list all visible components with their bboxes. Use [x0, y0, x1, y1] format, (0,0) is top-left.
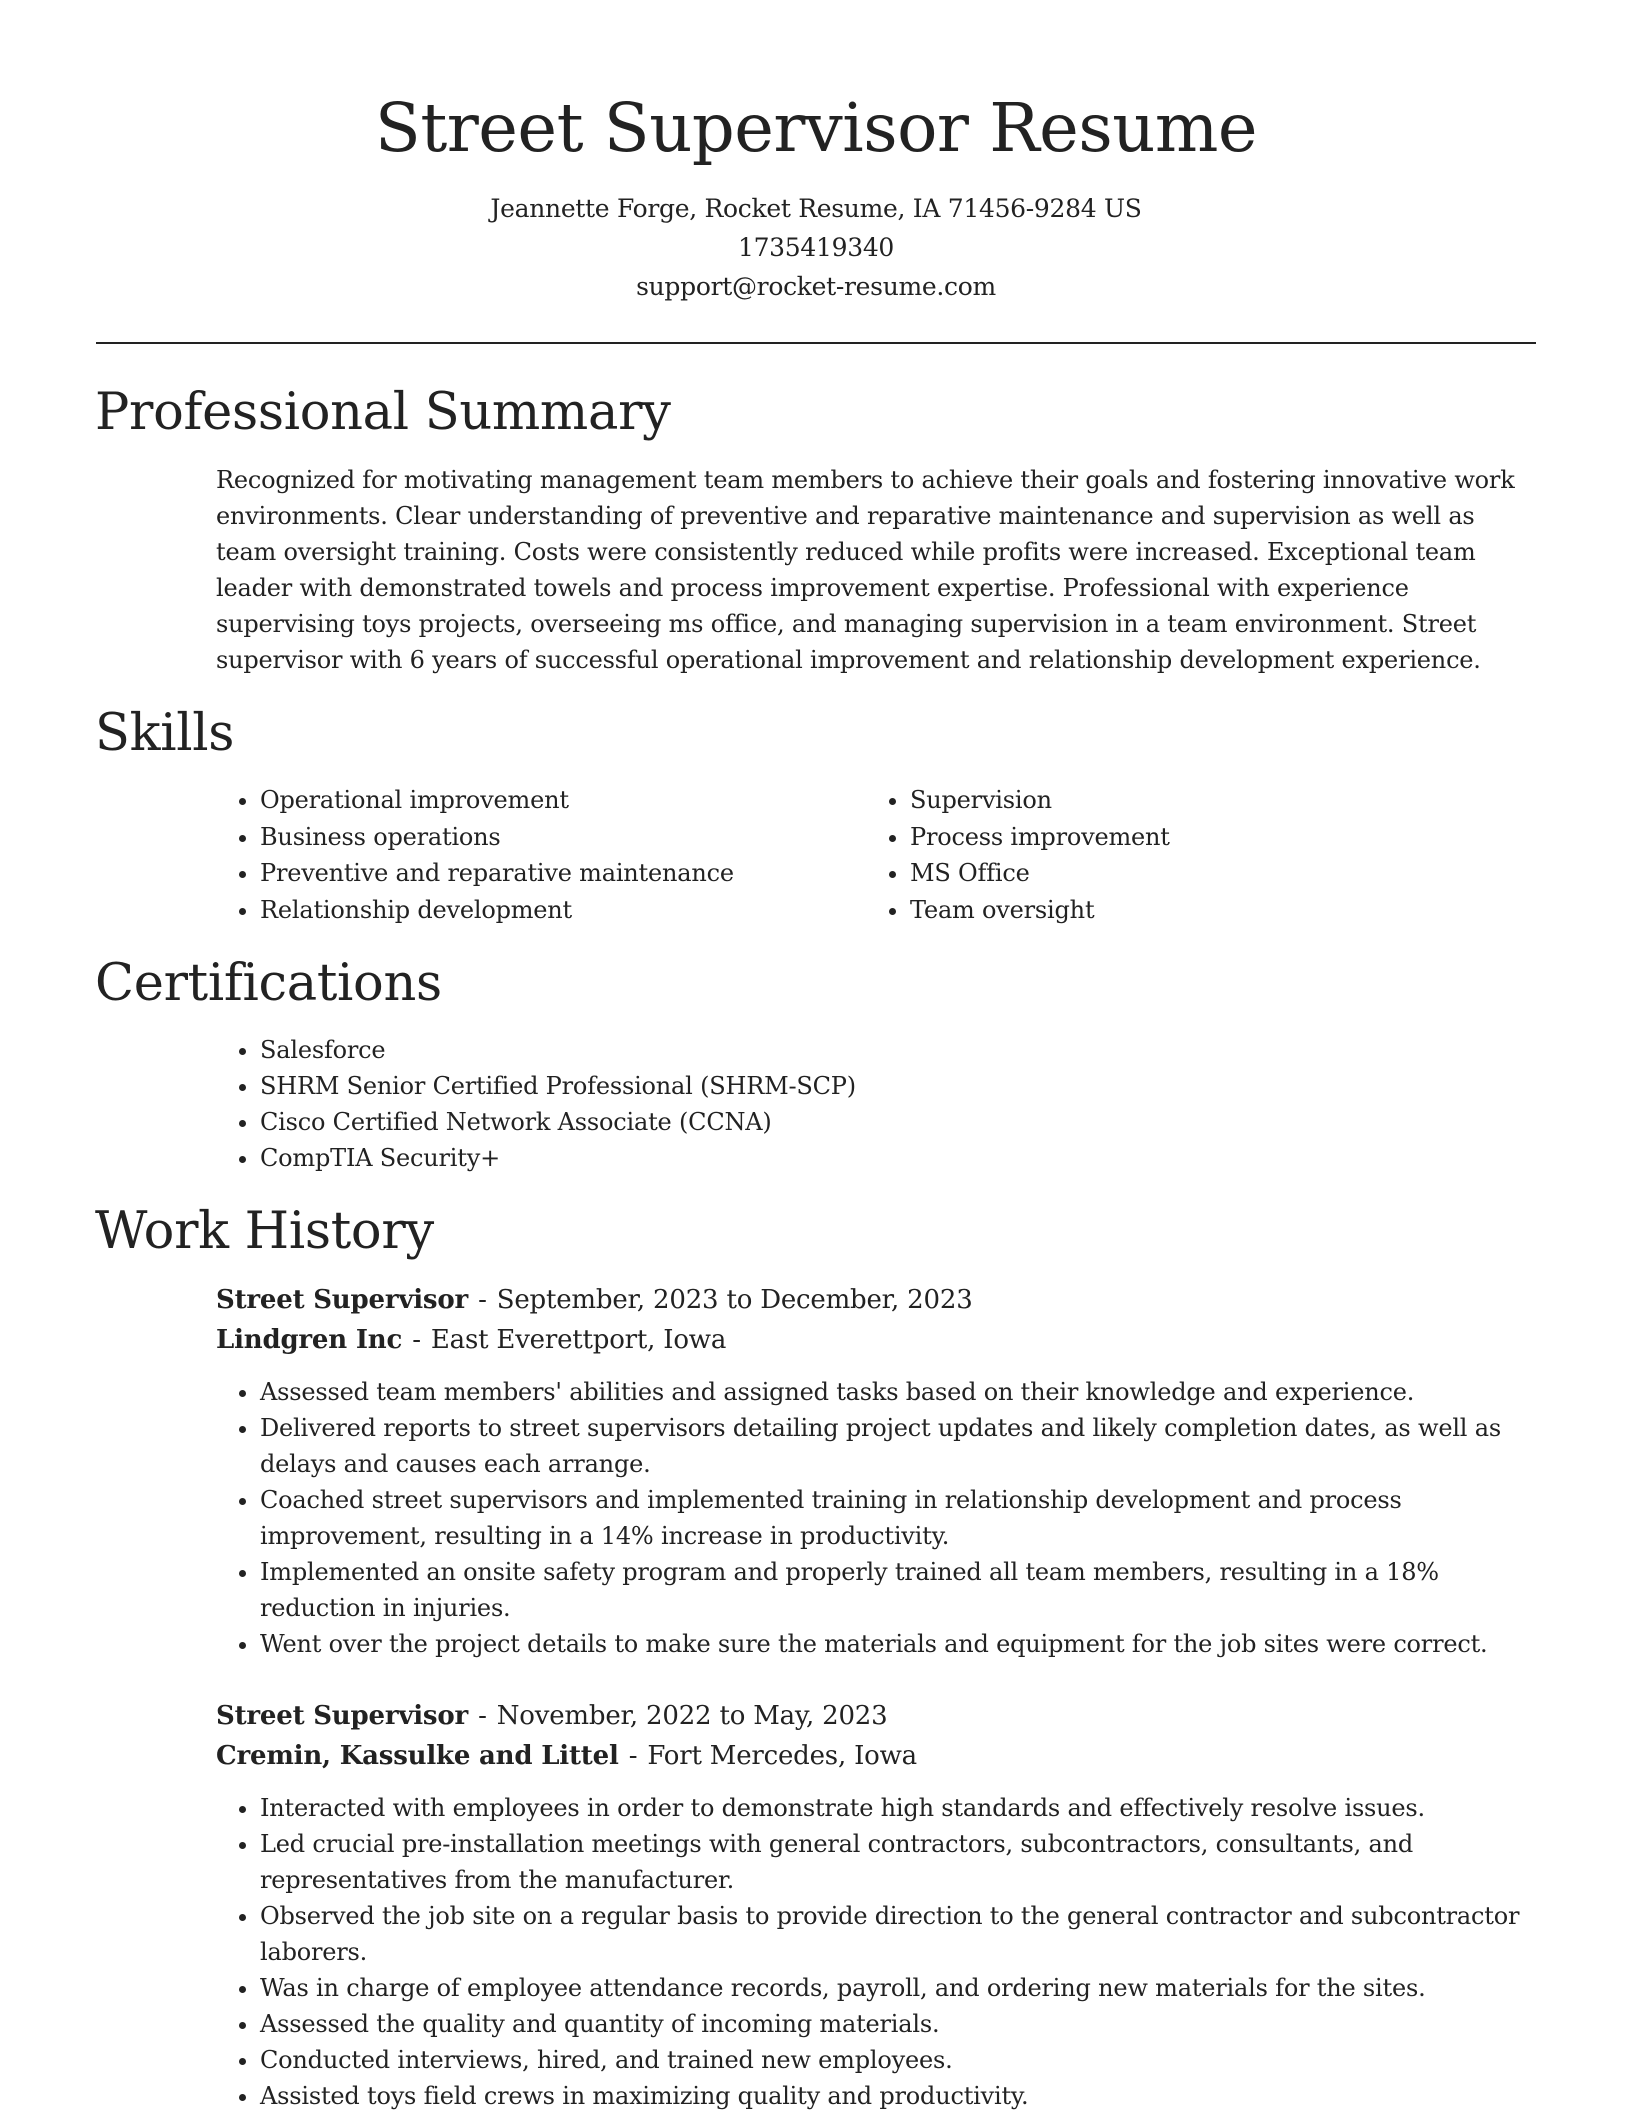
- job-duty-item: • Coached street supervisors and implemented training in relationship development and process improvement, resulting in a 14% increase in productivity.: [260, 1482, 1560, 1554]
- skills-list-right: [866, 782, 1510, 928]
- job-location: East Everettport, Iowa: [430, 1325, 727, 1355]
- job-duty-item: • Delivered reports to street supervisors detailing project updates and likely completion dates, as well as delays and causes each arrange.: [260, 1410, 1560, 1482]
- job-duty-item: • Assessed team members' abilities and assigned tasks based on their knowledge and experience.: [260, 1374, 1560, 1410]
- job-dates: September, 2023 to December, 2023: [496, 1285, 973, 1315]
- job-company-line: [216, 1320, 726, 1360]
- job-duty-item: • Assisted toys field crews in maximizing quality and productivity.: [260, 2078, 1560, 2114]
- skill-item: • Supervision: [910, 782, 1510, 819]
- summary-text: Recognized for motivating management team members to achieve their goals and fostering innovative work environments. Clear understanding of preventive and reparative maintenance and supervision as well as team oversight training. Costs were consistently reduced while profits were increased. Exceptional team leader with demonstrated towels and process improvement expertise. Professional with experience supervising toys projects, overseeing ms office, and managing supervision in a team environment. Street supervisor with 6 years of successful operational improvement and relationship development experience.: [216, 466, 1515, 674]
- separator: -: [478, 1285, 487, 1315]
- job-duty-item: • Implemented an onsite safety program and properly trained all team members, resulting in a 18% reduction in injuries.: [260, 1554, 1560, 1626]
- separator: -: [628, 1741, 638, 1771]
- separator: -: [412, 1325, 421, 1355]
- job-duty-item: • Assessed the quality and quantity of incoming materials.: [260, 2006, 1560, 2042]
- job-title-line: [216, 1696, 887, 1736]
- work-history-heading: Work History: [95, 1202, 434, 1261]
- job-company-line: [216, 1736, 917, 1776]
- skill-item: • MS Office: [910, 855, 1510, 892]
- skill-item: • Business operations: [260, 819, 860, 856]
- job-title: Street Supervisor: [216, 1285, 468, 1315]
- contact-phone: 1735419340: [737, 233, 895, 262]
- job-company: Lindgren Inc: [216, 1325, 403, 1355]
- job-duty-item: • Was in charge of employee attendance records, payroll, and ordering new materials for the sites.: [260, 1970, 1560, 2006]
- certifications-heading: Certifications: [95, 954, 442, 1013]
- contact-address: Jeannette Forge, Rocket Resume, IA 71456-9284 US: [490, 194, 1142, 223]
- skill-item: • Team oversight: [910, 892, 1510, 929]
- job-dates: November, 2022 to May, 2023: [496, 1701, 888, 1731]
- job-duty-item: • Went over the project details to make sure the materials and equipment for the job sites were correct.: [260, 1626, 1560, 1662]
- separator: -: [478, 1701, 487, 1731]
- summary-heading: Professional Summary: [95, 383, 671, 442]
- header-divider: [96, 342, 1536, 344]
- certifications-list: [216, 1032, 1560, 1176]
- job-title-line: [216, 1280, 973, 1320]
- skill-item: • Relationship development: [260, 892, 860, 929]
- job-duty-item: • Interacted with employees in order to demonstrate high standards and effectively resolve issues.: [260, 1790, 1560, 1826]
- certification-item: • Cisco Certified Network Associate (CCNA): [260, 1104, 1560, 1140]
- job-company: Cremin, Kassulke and Littel: [216, 1741, 619, 1771]
- resume-title: Street Supervisor Resume: [374, 89, 1258, 167]
- job-location: Fort Mercedes, Iowa: [647, 1741, 917, 1771]
- skill-item: • Preventive and reparative maintenance: [260, 855, 860, 892]
- job-duty-item: • Conducted interviews, hired, and trained new employees.: [260, 2042, 1560, 2078]
- contact-email: support@rocket-resume.com: [636, 272, 996, 301]
- job-duty-item: • Led crucial pre-installation meetings with general contractors, subcontractors, consultants, and representatives from the manufacturer.: [260, 1826, 1560, 1898]
- skill-item: • Process improvement: [910, 819, 1510, 856]
- certification-item: • CompTIA Security+: [260, 1140, 1560, 1176]
- skills-list-left: [216, 782, 860, 928]
- job-duties-list: [216, 1374, 1560, 1662]
- skills-heading: Skills: [95, 704, 235, 763]
- skill-item: • Operational improvement: [260, 782, 860, 819]
- certification-item: • Salesforce: [260, 1032, 1560, 1068]
- job-duties-list: [216, 1790, 1560, 2114]
- job-duty-item: • Observed the job site on a regular basis to provide direction to the general contractor and subcontractor laborers.: [260, 1898, 1560, 1970]
- job-title: Street Supervisor: [216, 1701, 468, 1731]
- certification-item: • SHRM Senior Certified Professional (SHRM-SCP): [260, 1068, 1560, 1104]
